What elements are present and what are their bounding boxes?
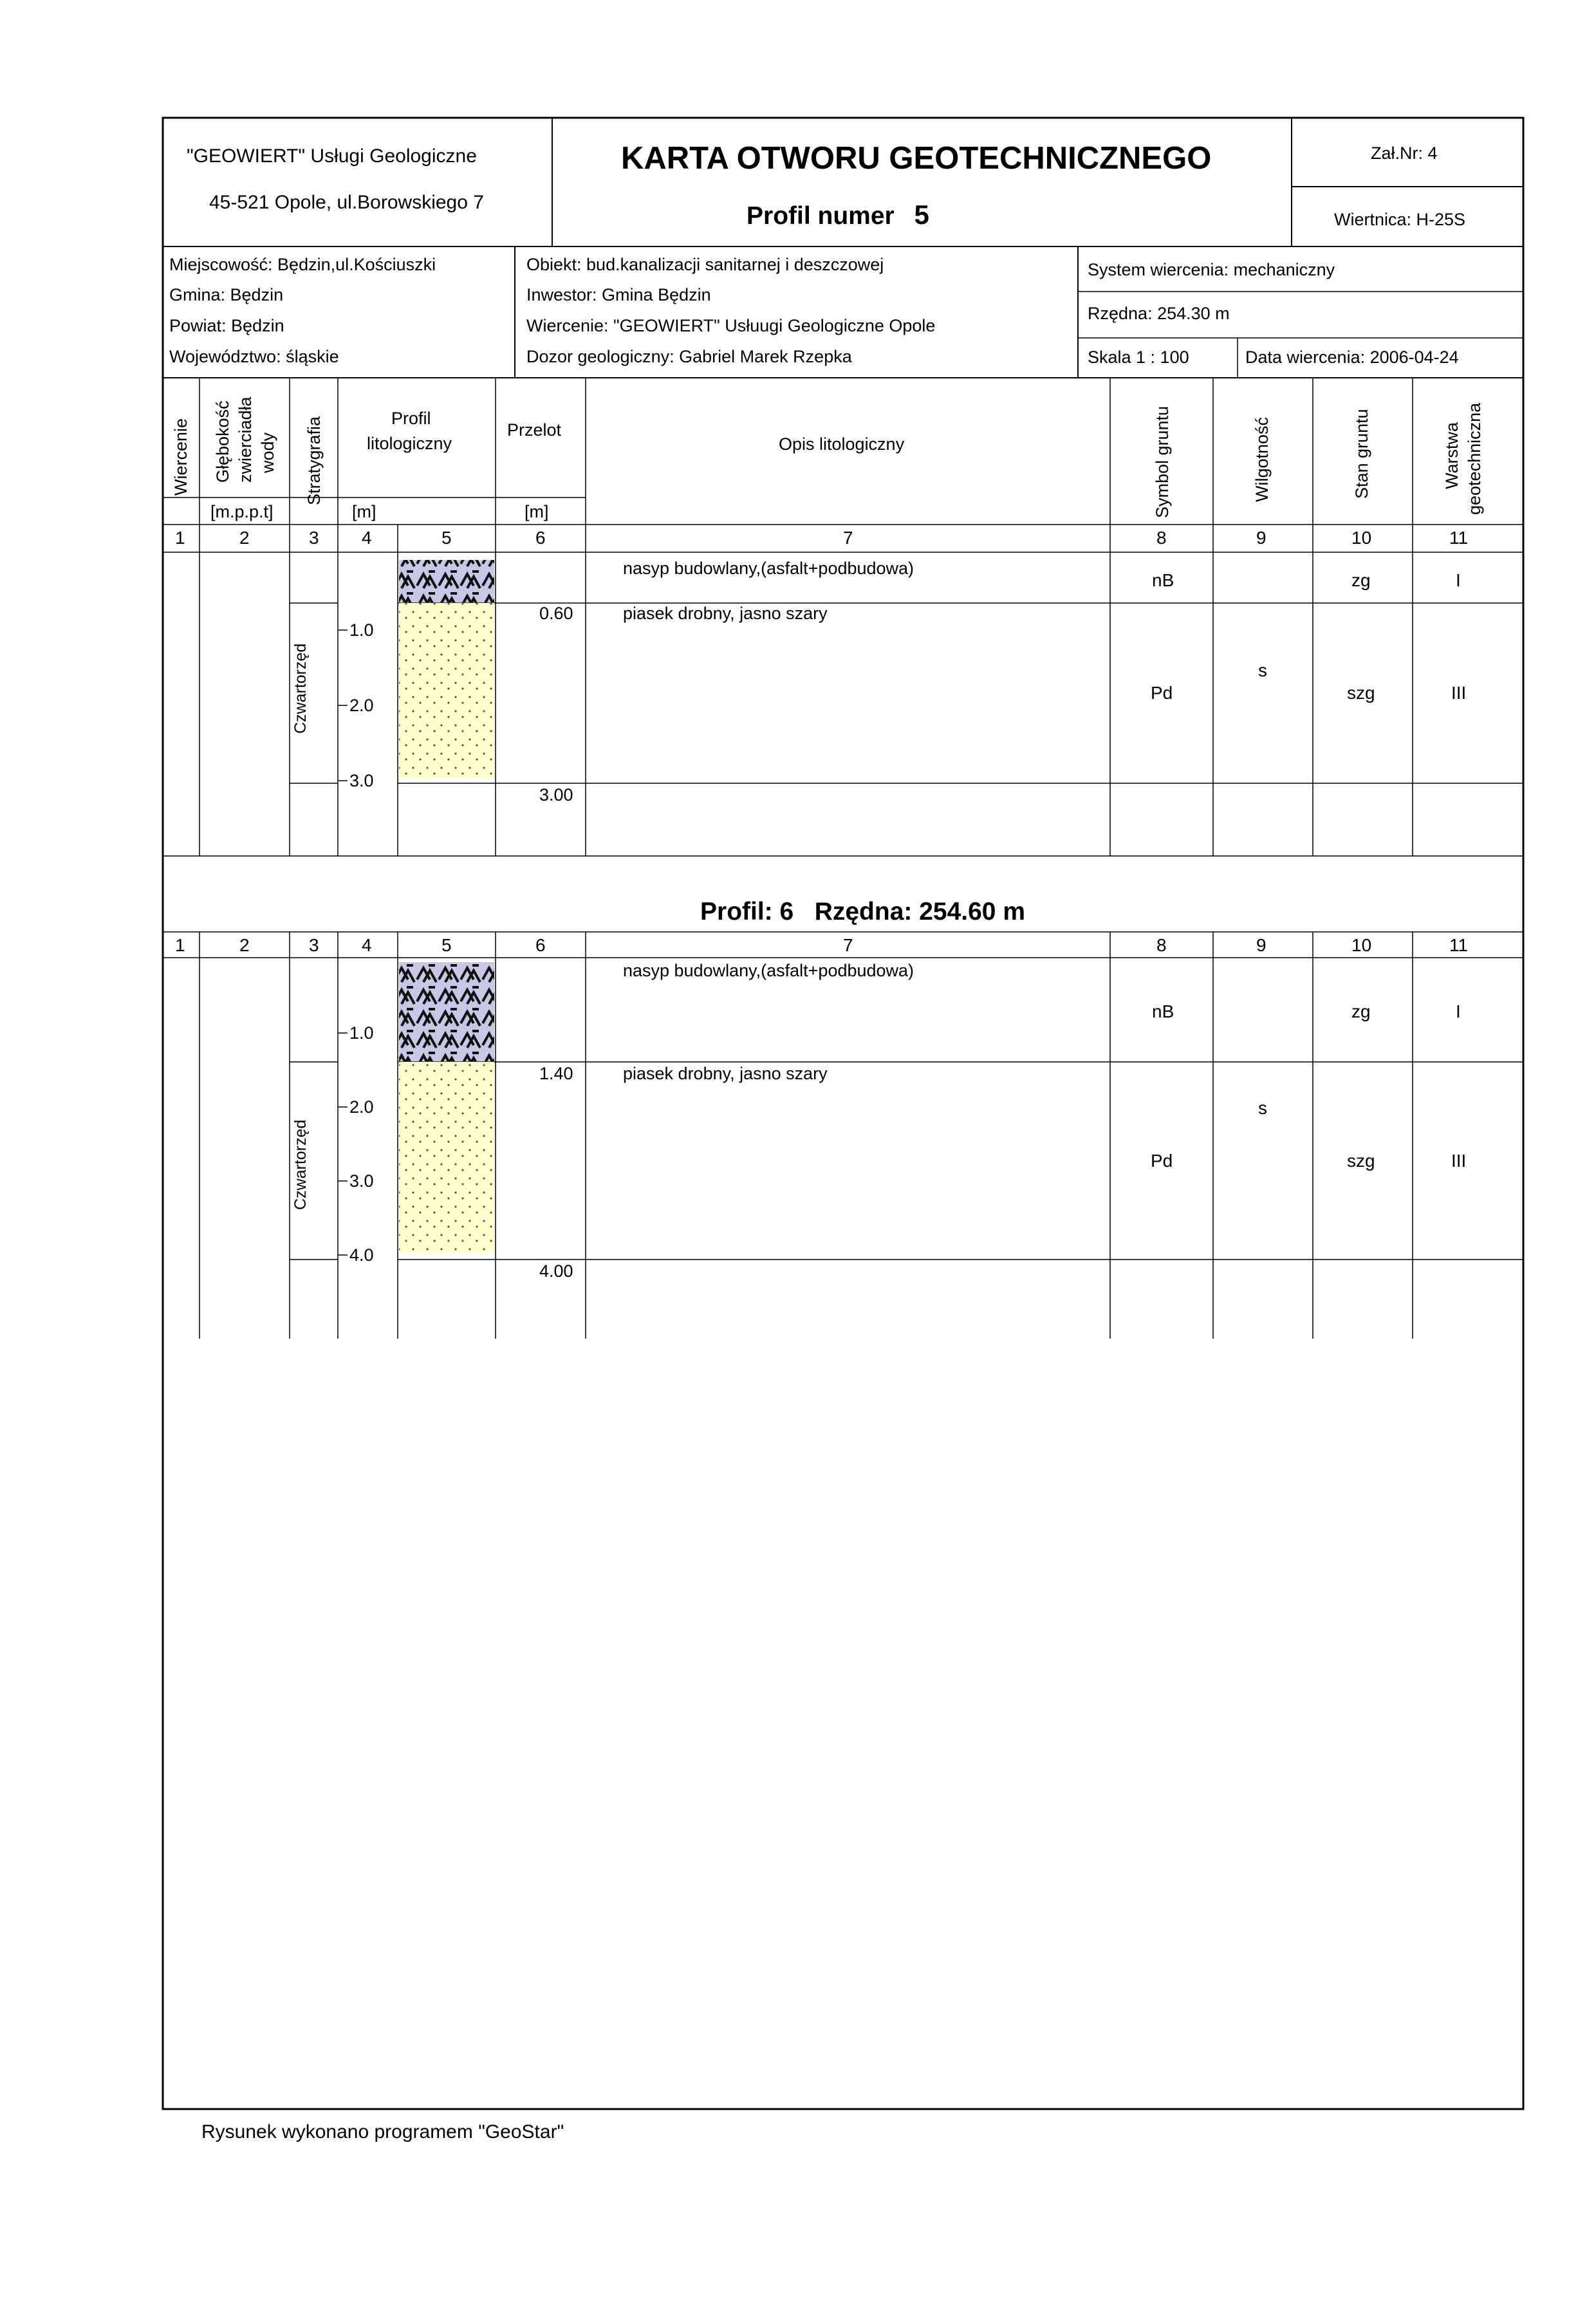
drilling-date: Data wiercenia: 2006-04-24 — [1245, 348, 1459, 367]
col-header-przelot: Przelot — [507, 420, 562, 440]
layer-p2-1-symbol: nB — [1152, 1001, 1174, 1021]
drilling-rig: Wiertnica: H-25S — [1334, 210, 1466, 229]
layer-p1-2-moisture: s — [1258, 660, 1267, 680]
layer-p1-2-description: piasek drobny, jasno szary — [623, 604, 828, 623]
col-header-profile-a: Profil — [391, 409, 431, 428]
col2-num-7: 7 — [843, 935, 853, 955]
footer-note: Rysunek wykonano programem "GeoStar" — [201, 2121, 564, 2143]
profile2-title: Profil: 6 Rzędna: 254.60 m — [700, 898, 1026, 925]
col-header-stratygrafia: Stratygrafia — [304, 416, 324, 505]
col-num-3: 3 — [309, 528, 319, 548]
layer-p1-2-layer: III — [1451, 683, 1467, 703]
layer-p2-2-description: piasek drobny, jasno szary — [623, 1064, 828, 1083]
col-header-glebokosc: Głębokość — [213, 400, 232, 483]
col-header-geotechniczna: geotechniczna — [1465, 402, 1484, 515]
stratigraphy-label-p2: Czwartorzęd — [292, 1119, 310, 1210]
drilling-system: System wiercenia: mechaniczny — [1088, 260, 1335, 279]
col-header-przelot-unit: [m] — [524, 502, 549, 521]
layer-p1-1-description: nasyp budowlany,(asfalt+podbudowa) — [623, 559, 914, 578]
depth-tick-p2-2: 2.0 — [349, 1097, 374, 1117]
layer-p2-2-moisture: s — [1258, 1098, 1267, 1118]
col2-num-2: 2 — [239, 935, 250, 955]
col-num-4: 4 — [362, 528, 372, 548]
col2-num-3: 3 — [309, 935, 319, 955]
layer-p1-2-to: 3.00 — [539, 785, 573, 804]
depth-tick-p1-1: 1.0 — [349, 620, 374, 640]
col2-num-4: 4 — [362, 935, 372, 955]
project-supervisor: Dozor geologiczny: Gabriel Marek Rzepka — [526, 347, 852, 366]
col-header-warstwa: Warstwa — [1442, 422, 1461, 489]
depth-tick-p2-4: 4.0 — [349, 1245, 374, 1265]
col2-num-11: 11 — [1449, 935, 1469, 955]
col-header-wody: wody — [258, 432, 277, 473]
col-header-c2-unit: [m.p.p.t] — [210, 502, 274, 521]
layer-p2-1-description: nasyp budowlany,(asfalt+podbudowa) — [623, 961, 914, 980]
col-header-wiercenie: Wiercenie — [171, 418, 190, 496]
col-num-11: 11 — [1449, 528, 1469, 548]
depth-tick-p1-2: 2.0 — [349, 696, 374, 715]
scale: Skala 1 : 100 — [1088, 348, 1189, 367]
depth-tick-p2-1: 1.0 — [349, 1023, 374, 1043]
layer-p1-1-to: 0.60 — [539, 604, 573, 623]
layer-p2-1-state: zg — [1351, 1001, 1371, 1021]
elevation: Rzędna: 254.30 m — [1088, 304, 1230, 323]
layer-p1-2-symbol: Pd — [1151, 683, 1173, 703]
project-object: Obiekt: bud.kanalizacji sanitarnej i deszczowej — [526, 255, 884, 274]
attachment-number: Zał.Nr: 4 — [1371, 144, 1438, 163]
company-address: 45-521 Opole, ul.Borowskiego 7 — [209, 192, 484, 213]
col2-num-6: 6 — [535, 935, 546, 955]
col2-num-10: 10 — [1351, 935, 1372, 955]
layer-p1-1-layer: I — [1456, 570, 1461, 590]
col-num-7: 7 — [843, 528, 853, 548]
layer-p1-1-symbol: nB — [1152, 570, 1174, 590]
location-commune: Gmina: Będzin — [169, 285, 284, 304]
col-num-6: 6 — [535, 528, 546, 548]
layer-p2-2-symbol: Pd — [1151, 1151, 1173, 1171]
col-num-2: 2 — [239, 528, 250, 548]
depth-tick-p2-3: 3.0 — [349, 1171, 374, 1191]
layer-p1-1-state: zg — [1351, 570, 1371, 590]
profile-label-text: Profil numer — [747, 202, 895, 230]
col2-num-8: 8 — [1156, 935, 1167, 955]
layer-p2-2-to: 4.00 — [539, 1261, 573, 1281]
col2-num-1: 1 — [175, 935, 185, 955]
location-district: Powiat: Będzin — [169, 316, 284, 335]
layer-p1-2-state: szg — [1347, 683, 1375, 703]
col-header-wilgotnosc: Wilgotność — [1252, 416, 1272, 502]
stratigraphy-label-p1: Czwartorzęd — [292, 643, 310, 734]
project-drilling: Wiercenie: "GEOWIERT" Usłuugi Geologiczne Opole — [526, 316, 936, 335]
depth-tick-p1-3: 3.0 — [349, 771, 374, 790]
col-num-1: 1 — [175, 528, 185, 548]
col-num-5: 5 — [441, 528, 452, 548]
col-header-profile-unit: [m] — [352, 502, 376, 521]
col-header-zwierciadla: zwierciadła — [236, 396, 255, 483]
col2-num-9: 9 — [1256, 935, 1267, 955]
col-num-9: 9 — [1256, 528, 1267, 548]
col-num-10: 10 — [1351, 528, 1372, 548]
layer-p2-1-layer: I — [1456, 1001, 1461, 1021]
location-voivodeship: Województwo: śląskie — [169, 347, 339, 366]
location-town: Miejscowość: Będzin,ul.Kościuszki — [169, 255, 436, 274]
doc-title: KARTA OTWORU GEOTECHNICZNEGO — [621, 141, 1212, 176]
col-num-8: 8 — [1156, 528, 1167, 548]
project-investor: Inwestor: Gmina Będzin — [526, 285, 711, 304]
col-header-opis: Opis litologiczny — [779, 434, 905, 454]
col-header-stan: Stan gruntu — [1352, 409, 1371, 499]
col-header-symbol: Symbol gruntu — [1153, 405, 1172, 518]
profile-number: 5 — [914, 200, 929, 230]
layer-p2-2-layer: III — [1451, 1151, 1467, 1171]
layer-p2-1-to: 1.40 — [539, 1064, 573, 1083]
col-header-profile-b: litologiczny — [367, 434, 452, 453]
layer-p2-2-state: szg — [1347, 1151, 1375, 1171]
company-name: "GEOWIERT" Usługi Geologiczne — [187, 145, 477, 167]
col2-num-5: 5 — [441, 935, 452, 955]
